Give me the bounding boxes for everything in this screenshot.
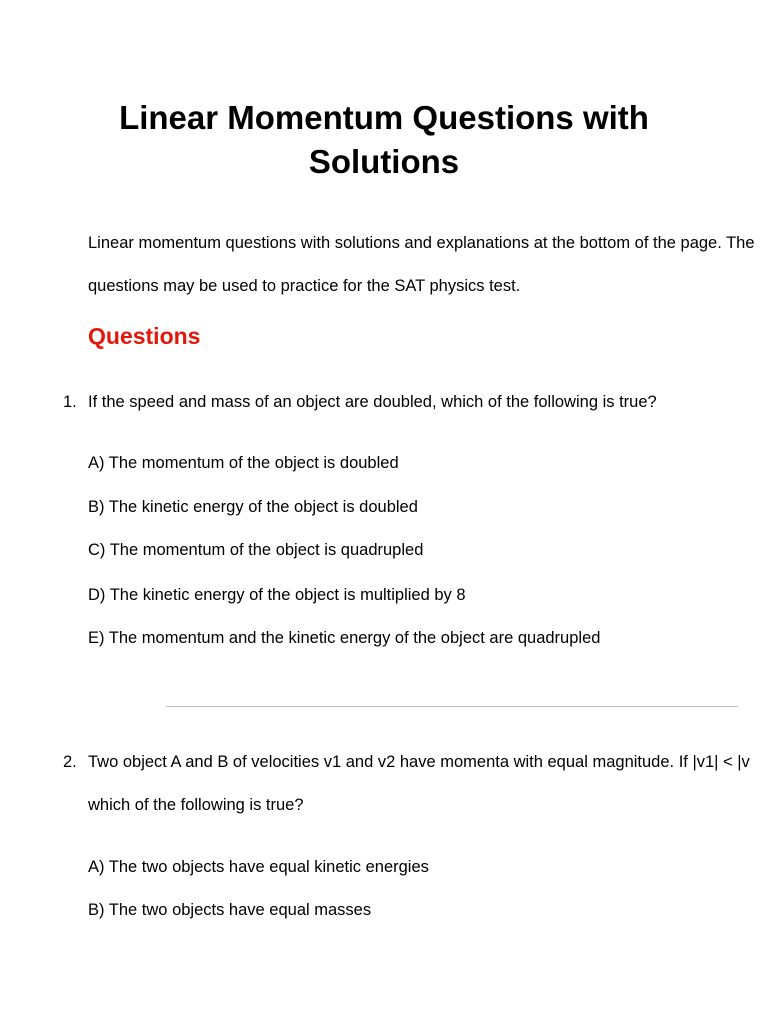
horizontal-divider xyxy=(166,706,738,707)
page-title-line-2: Solutions xyxy=(308,143,460,180)
answer-option-b: B) The kinetic energy of the object is doubled xyxy=(88,498,418,516)
intro-line-2: questions may be used to practice for the SAT physics test. xyxy=(88,277,521,295)
question-number: 1. xyxy=(63,393,77,411)
answer-option-b: B) The two objects have equal masses xyxy=(88,901,372,919)
question-text-line-2: which of the following is true? xyxy=(88,796,304,814)
answer-option-c: C) The momentum of the object is quadrupled xyxy=(88,541,424,559)
answer-option-d: D) The kinetic energy of the object is multiplied by 8 xyxy=(88,586,466,604)
question-text-line-1: Two object A and B of velocities v1 and v2 have momenta with equal magnitude. If |v1| < |v xyxy=(88,753,750,771)
page-title-line-1: Linear Momentum Questions with xyxy=(119,99,649,136)
intro-line-1: Linear momentum questions with solutions and explanations at the bottom of the page. The xyxy=(88,234,755,252)
question-text: If the speed and mass of an object are doubled, which of the following is true? xyxy=(88,393,657,411)
answer-option-a: A) The momentum of the object is doubled xyxy=(88,454,399,472)
page-title xyxy=(0,96,768,184)
section-heading-questions: Questions xyxy=(88,323,201,349)
question-number: 2. xyxy=(63,753,77,771)
answer-option-a: A) The two objects have equal kinetic energies xyxy=(88,858,429,876)
intro-paragraph xyxy=(88,222,755,308)
answer-option-e: E) The momentum and the kinetic energy of the object are quadrupled xyxy=(88,629,601,647)
